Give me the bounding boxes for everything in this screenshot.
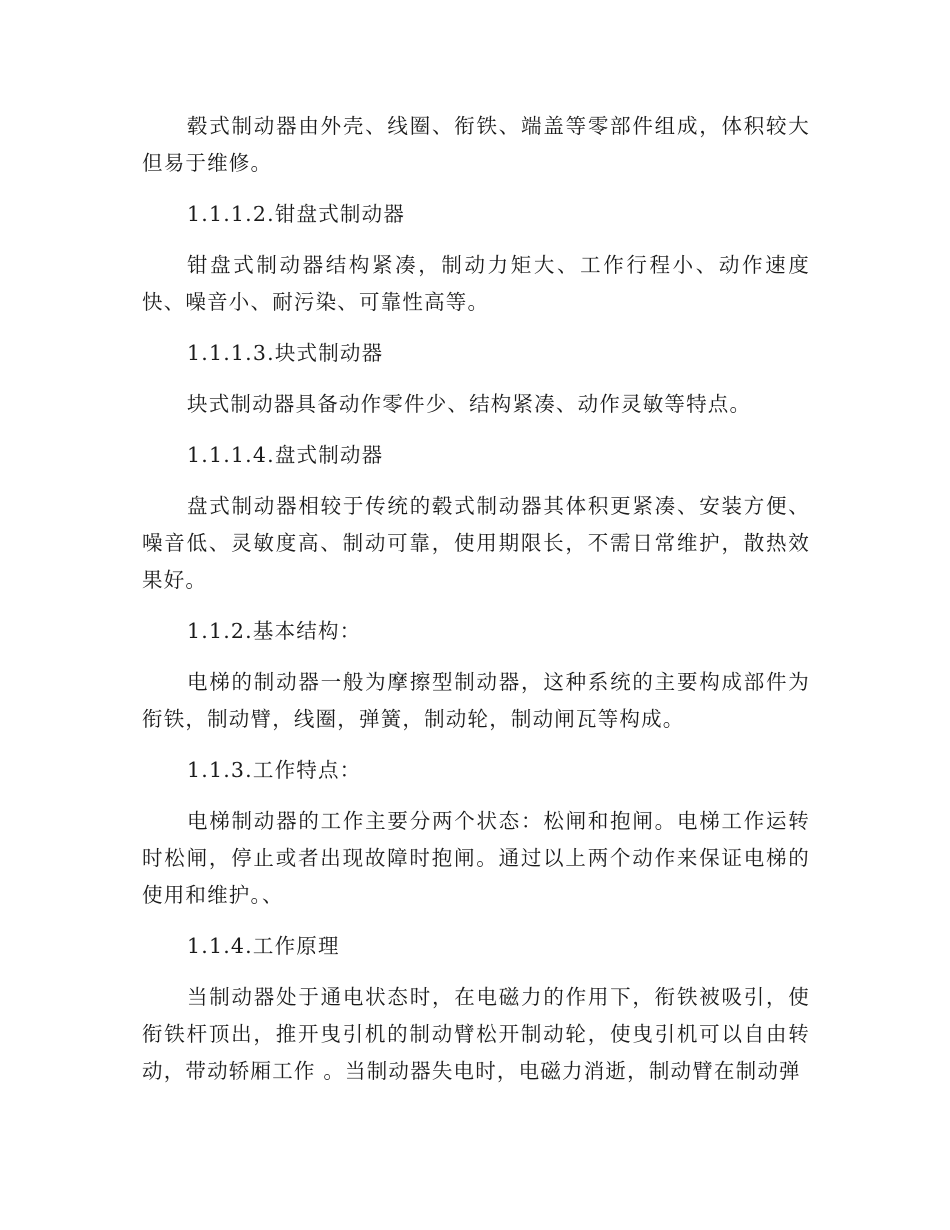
section-heading-working-principle: 1.1.4.工作原理: [187, 934, 340, 958]
section-heading-basic-structure: 1.1.2.基本结构：: [187, 619, 362, 643]
paragraph-basic-structure: 电梯的制动器一般为摩擦型制动器，这种系统的主要构成部件为衔铁，制动臂，线圈，弹簧，制动轮，制动闸瓦等构成。: [142, 670, 810, 731]
paragraph-block-brake-description: 块式制动器具备动作零件少、结构紧凑、动作灵敏等特点。: [187, 392, 752, 416]
section-heading-disc-brake: 1.1.1.4.盘式制动器: [187, 443, 384, 467]
paragraph-working-principle: 当制动器处于通电状态时，在电磁力的作用下，衔铁被吸引，使衔铁杆顶出，推开曳引机的制动臂松开制动轮，使曳引机可以自由转动，带动轿厢工作 。当制动器失电时，电磁力消逝，制动臂在制动弹: [142, 985, 810, 1083]
paragraph-hub-brake-description: 毂式制动器由外壳、线圈、衔铁、端盖等零部件组成，体积较大但易于维修。: [142, 114, 810, 175]
section-heading-block-brake: 1.1.1.3.块式制动器: [187, 341, 384, 365]
paragraph-working-features: 电梯制动器的工作主要分两个状态：松闸和抱闸。电梯工作运转时松闸，停止或者出现故障时抱闸。通过以上两个动作来保证电梯的使用和维护。、: [142, 809, 810, 907]
paragraph-caliper-disc-brake-description: 钳盘式制动器结构紧凑，制动力矩大、工作行程小、动作速度快、噪音小、耐污染、可靠性高等。: [142, 253, 810, 314]
document-page: [142, 108, 810, 1104]
section-heading-working-features: 1.1.3.工作特点：: [187, 758, 362, 782]
section-heading-caliper-disc-brake: 1.1.1.2.钳盘式制动器: [187, 202, 406, 226]
paragraph-disc-brake-description: 盘式制动器相较于传统的毂式制动器其体积更紧凑、安装方便、噪音低、灵敏度高、制动可靠，使用期限长，不需日常维护，散热效果好。: [142, 494, 810, 592]
